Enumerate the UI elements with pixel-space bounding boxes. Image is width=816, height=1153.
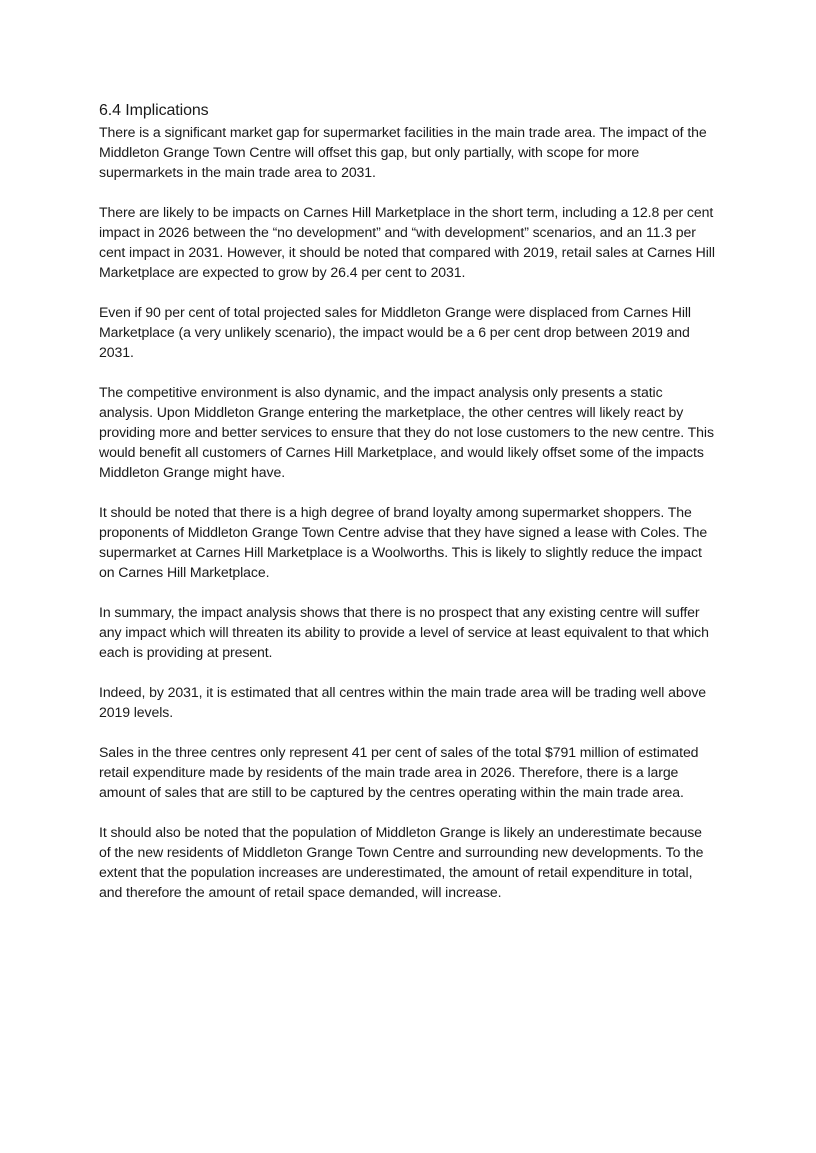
paragraph-population-underestimate: It should also be noted that the population of Middleton Grange is likely an underestimate because of the new residents of Middleton Grange Town Centre and surrounding new developments. To the extent that the population increases are underestimated, the amount of retail expenditure in total, and therefore the amount of retail space demanded, will increase. <box>99 824 704 900</box>
paragraph-market-gap: There is a significant market gap for supermarket facilities in the main trade area. The impact of the Middleton Grange Town Centre will offset this gap, but only partially, with scope for more supermarkets in the main trade area to 2031. <box>99 124 707 180</box>
section-heading: 6.4 Implications <box>99 102 209 119</box>
section-body <box>99 122 717 902</box>
paragraph-displaced-sales: Even if 90 per cent of total projected sales for Middleton Grange were displaced from Carnes Hill Marketplace (a very unlikely scenario), the impact would be a 6 per cent drop between 2019 and 2031. <box>99 304 691 360</box>
document-page <box>99 100 717 902</box>
paragraph-carnes-hill-impacts: There are likely to be impacts on Carnes Hill Marketplace in the short term, including a 12.8 per cent impact in 2026 between the “no development” and “with development” scenarios, and an 11.3 per cent impact in 2031. However, it should be noted that compared with 2019, retail sales at Carnes Hill Marketplace are expected to grow by 26.4 per cent to 2031. <box>99 204 715 280</box>
paragraph-sales-share: Sales in the three centres only represent 41 per cent of sales of the total $791 million of estimated retail expenditure made by residents of the main trade area in 2026. Therefore, there is a large amount of sales that are still to be captured by the centres operating within the main trade area. <box>99 744 699 800</box>
paragraph-2031-levels: Indeed, by 2031, it is estimated that all centres within the main trade area will be trading well above 2019 levels. <box>99 684 707 720</box>
paragraph-summary: In summary, the impact analysis shows that there is no prospect that any existing centre will suffer any impact which will threaten its ability to provide a level of service at least equivalent to that which each is providing at present. <box>99 604 709 660</box>
paragraph-competitive-environment: The competitive environment is also dynamic, and the impact analysis only presents a static analysis. Upon Middleton Grange entering the marketplace, the other centres will likely react by providing more and better services to ensure that they do not lose customers to the new centre. This would benefit all customers of Carnes Hill Marketplace, and would likely offset some of the impacts Middleton Grange might have. <box>99 384 714 480</box>
paragraph-brand-loyalty: It should be noted that there is a high degree of brand loyalty among supermarket shoppers. The proponents of Middleton Grange Town Centre advise that they have signed a lease with Coles. The supermarket at Carnes Hill Marketplace is a Woolworths. This is likely to slightly reduce the impact on Carnes Hill Marketplace. <box>99 504 708 580</box>
